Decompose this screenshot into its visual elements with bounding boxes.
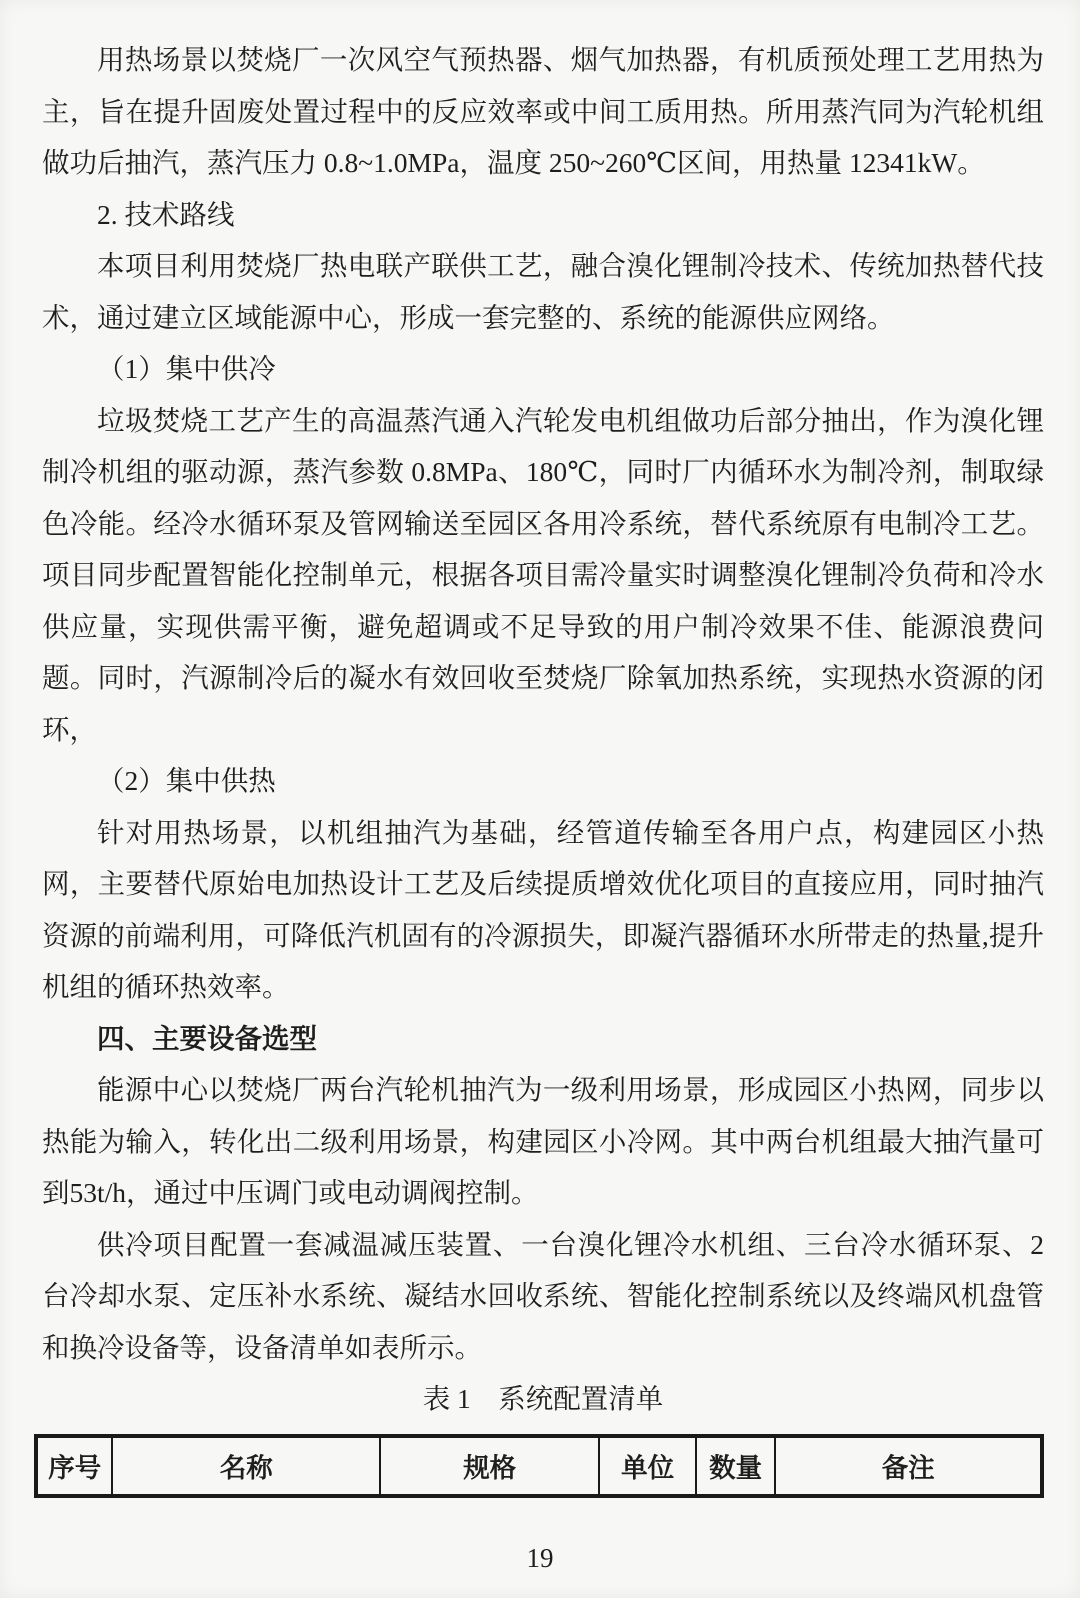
- table-header-row: [36, 1436, 1042, 1496]
- list-item-central-cooling: （1）集中供冷: [97, 353, 276, 384]
- list-item-central-heating: （2）集中供热: [97, 765, 276, 796]
- page-number: 19: [526, 1543, 554, 1573]
- col-header-unit: 单位: [599, 1436, 696, 1496]
- paragraph-central-heating-detail: 针对用热场景，以机组抽汽为基础，经管道传输至各用户点，构建园区小热网，主要替代原始电加热设计工艺及后续提质增效优化项目的直接应用，同时抽汽资源的前端利用，可降低汽机固有的冷源损失，即凝汽器循环水所带走的热量,提升机组的循环热效率。: [42, 816, 1044, 1002]
- col-header-name: 名称: [112, 1436, 380, 1496]
- paragraph-cooling-project-config: 供冷项目配置一套减温减压装置、一台溴化锂冷水机组、三台冷水循环泵、2 台冷却水泵、定压补水系统、凝结水回收系统、智能化控制系统以及终端风机盘管和换冷设备等，设备清单如表所示。: [42, 1228, 1044, 1363]
- table-caption: 表 1 系统配置清单: [422, 1383, 664, 1414]
- list-item-technical-route: 2. 技术路线: [97, 198, 235, 230]
- paragraph-energy-center: 能源中心以焚烧厂两台汽轮机抽汽为一级利用场景，形成园区小热网，同步以热能为输入，转化出二级利用场景，构建园区小冷网。其中两台机组最大抽汽量可到53t/h，通过中压调门或电动调阀控制。: [42, 1074, 1044, 1208]
- paragraph-project-overview: 本项目利用焚烧厂热电联产联供工艺，融合溴化锂制冷技术、传统加热替代技术，通过建立区域能源中心，形成一套完整的、系统的能源供应网络。: [42, 250, 1044, 333]
- col-header-qty: 数量: [696, 1436, 775, 1496]
- paragraph-central-cooling-detail: 垃圾焚烧工艺产生的高温蒸汽通入汽轮发电机组做功后部分抽出，作为溴化锂制冷机组的驱动源，蒸汽参数 0.8MPa、180℃，同时厂内循环水为制冷剂，制取绿色冷能。经冷水循环泵及管网输送至园区各用冷系统，替代系统原有电制冷工艺。项目同步配置智能化控制单元，根据各项目需冷量实时调整溴化锂制冷负荷和冷水供应量，实现供需平衡，避免超调或不足导致的用户制冷效果不佳、能源浪费问题。同时，汽源制冷后的凝水有效回收至焚烧厂除氧加热系统，实现热水资源的闭环，: [42, 404, 1044, 745]
- col-header-spec: 规格: [380, 1436, 599, 1496]
- section-heading-equipment-selection: 四、主要设备选型: [97, 1022, 317, 1054]
- col-header-remark: 备注: [775, 1436, 1042, 1496]
- paragraph-heat-usage-scenario: 用热场景以焚烧厂一次风空气预热器、烟气加热器，有机质预处理工艺用热为主，旨在提升固废处置过程中的反应效率或中间工质用热。所用蒸汽同为汽轮机组做功后抽汽，蒸汽压力 0.8~1.0MPa，温度 250~260℃区间，用热量 12341kW。: [42, 44, 1044, 178]
- system-config-table: [34, 1434, 1044, 1498]
- col-header-seq: 序号: [36, 1436, 112, 1496]
